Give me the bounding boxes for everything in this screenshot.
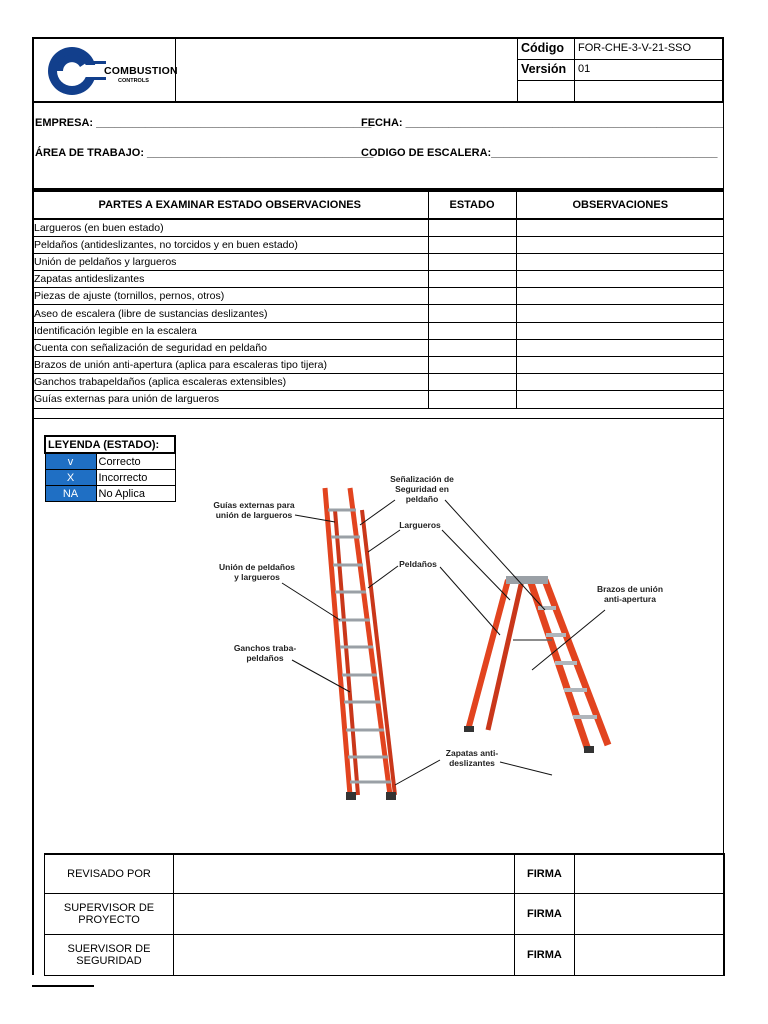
- inspection-table: [32, 190, 724, 409]
- role-label: SUPERVISOR DE: [63, 901, 155, 914]
- observaciones-cell[interactable]: [516, 357, 724, 374]
- legend-label: No Aplica: [96, 486, 175, 502]
- estado-cell[interactable]: [428, 322, 516, 339]
- empresa-field[interactable]: EMPRESA: _____________________________________________: [35, 117, 372, 129]
- observaciones-cell[interactable]: [516, 391, 724, 408]
- label-guias: Guías externas para unión de largueros: [213, 500, 295, 520]
- label-zapatas: Zapatas anti-deslizantes: [445, 748, 499, 768]
- signature-row: [45, 934, 725, 975]
- table-row: [32, 236, 724, 253]
- estado-cell[interactable]: [428, 288, 516, 305]
- meta-key: Código: [517, 39, 575, 59]
- label-largueros: Largueros: [399, 520, 441, 530]
- observaciones-cell[interactable]: [516, 339, 724, 356]
- legend-label: Correcto: [96, 453, 175, 470]
- document-header: [32, 37, 724, 103]
- meta-key: Versión: [517, 60, 575, 80]
- table-header-row: [32, 191, 724, 219]
- area-field[interactable]: ÁREA DE TRABAJO: _____________________________________: [35, 147, 374, 159]
- table-row: [32, 322, 724, 339]
- meta-row-empty: [517, 81, 724, 101]
- brand-subtitle: CONTROLS: [118, 78, 149, 84]
- row-label: Cuenta con señalización de seguridad en peldaño: [32, 339, 428, 356]
- firma-cell[interactable]: [575, 854, 725, 893]
- legend-title: LEYENDA (ESTADO):: [45, 436, 175, 453]
- row-label: Brazos de unión anti-apertura (aplica para escaleras tipo tijera): [32, 357, 428, 374]
- row-label: Largueros (en buen estado): [32, 219, 428, 236]
- role-label: PROYECTO: [78, 913, 140, 926]
- table-row: [32, 391, 724, 408]
- firma-label: FIRMA: [515, 893, 575, 934]
- observaciones-cell[interactable]: [516, 253, 724, 270]
- label-senalizacion: Señalización de Seguridad en peldaño: [390, 474, 454, 504]
- table-row: [32, 374, 724, 391]
- legend-symbol: X: [45, 470, 96, 486]
- column-header-estado: ESTADO: [428, 191, 516, 219]
- role-label: SUERVISOR DE: [67, 942, 151, 955]
- estado-cell[interactable]: [428, 219, 516, 236]
- table-row: [32, 253, 724, 270]
- firma-label: FIRMA: [515, 934, 575, 975]
- legend-table: [44, 435, 176, 502]
- step-ladder-icon: [464, 576, 608, 753]
- role-cell: [45, 854, 174, 893]
- estado-cell[interactable]: [428, 271, 516, 288]
- name-cell[interactable]: [174, 854, 515, 893]
- legend-label: Incorrecto: [96, 470, 175, 486]
- estado-cell[interactable]: [428, 339, 516, 356]
- row-label: Peldaños (antideslizantes, no torcidos y en buen estado): [32, 236, 428, 253]
- info-section: [32, 103, 724, 190]
- role-label: SEGURIDAD: [76, 954, 142, 967]
- label-brazos: Brazos de unión anti-apertura: [596, 584, 664, 604]
- footer-rule: [32, 985, 94, 987]
- meta-value: [575, 81, 724, 101]
- document-meta: [517, 39, 724, 101]
- meta-key: [517, 81, 575, 101]
- legend-symbol: v: [45, 453, 96, 470]
- table-row: [32, 357, 724, 374]
- row-label: Unión de peldaños y largueros: [32, 253, 428, 270]
- table-row: [32, 305, 724, 322]
- table-row: [32, 288, 724, 305]
- table-row: [32, 219, 724, 236]
- meta-row-code: [517, 39, 724, 60]
- signature-row: [45, 854, 725, 893]
- row-label: Ganchos trabapeldaños (aplica escaleras extensibles): [32, 374, 428, 391]
- fecha-field[interactable]: FECHA: ____________________________________________________: [361, 117, 724, 129]
- meta-value: 01: [578, 63, 591, 75]
- legend-symbol: NA: [45, 486, 96, 502]
- row-label: Guías externas para unión de largueros: [32, 391, 428, 408]
- table-row: [32, 271, 724, 288]
- label-peldanos: Peldaños: [399, 559, 437, 569]
- column-header-parts: PARTES A EXAMINAR ESTADO OBSERVACIONES: [32, 191, 428, 219]
- signature-table: [44, 853, 725, 976]
- row-label: Piezas de ajuste (tornillos, pernos, otros): [32, 288, 428, 305]
- logo-cell: [34, 39, 176, 101]
- estado-cell[interactable]: [428, 391, 516, 408]
- role-cell: [45, 893, 174, 934]
- observaciones-cell[interactable]: [516, 305, 724, 322]
- estado-cell[interactable]: [428, 357, 516, 374]
- name-cell[interactable]: [174, 893, 515, 934]
- column-header-observaciones: OBSERVACIONES: [516, 191, 724, 219]
- observaciones-cell[interactable]: [516, 219, 724, 236]
- row-label: Zapatas antideslizantes: [32, 271, 428, 288]
- brand-name: COMBUSTION: [104, 65, 178, 77]
- observaciones-cell[interactable]: [516, 374, 724, 391]
- row-label: Identificación legible en la escalera: [32, 322, 428, 339]
- observaciones-cell[interactable]: [516, 271, 724, 288]
- label-union: Unión de peldaños y largueros: [218, 562, 296, 582]
- codigo-field[interactable]: CODIGO DE ESCALERA:_____________________________________: [361, 147, 718, 159]
- meta-row-version: [517, 60, 724, 81]
- observaciones-cell[interactable]: [516, 322, 724, 339]
- estado-cell[interactable]: [428, 374, 516, 391]
- firma-label: FIRMA: [515, 854, 575, 893]
- extension-ladder-icon: [325, 488, 396, 800]
- table-row: [32, 339, 724, 356]
- row-label: Aseo de escalera (libre de sustancias deslizantes): [32, 305, 428, 322]
- observaciones-cell[interactable]: [516, 236, 724, 253]
- estado-cell[interactable]: [428, 253, 516, 270]
- table-bottom-rule: [32, 418, 724, 419]
- label-ganchos: Ganchos traba-peldaños: [233, 643, 297, 663]
- firma-cell[interactable]: [575, 934, 725, 975]
- role-cell: [45, 934, 174, 975]
- role-label: REVISADO POR: [67, 867, 151, 880]
- ladder-illustration: [200, 470, 680, 810]
- estado-cell[interactable]: [428, 236, 516, 253]
- signature-row: [45, 893, 725, 934]
- name-cell[interactable]: [174, 934, 515, 975]
- observaciones-cell[interactable]: [516, 288, 724, 305]
- meta-value: FOR-CHE-3-V-21-SSO: [578, 42, 692, 54]
- firma-cell[interactable]: [575, 893, 725, 934]
- estado-cell[interactable]: [428, 305, 516, 322]
